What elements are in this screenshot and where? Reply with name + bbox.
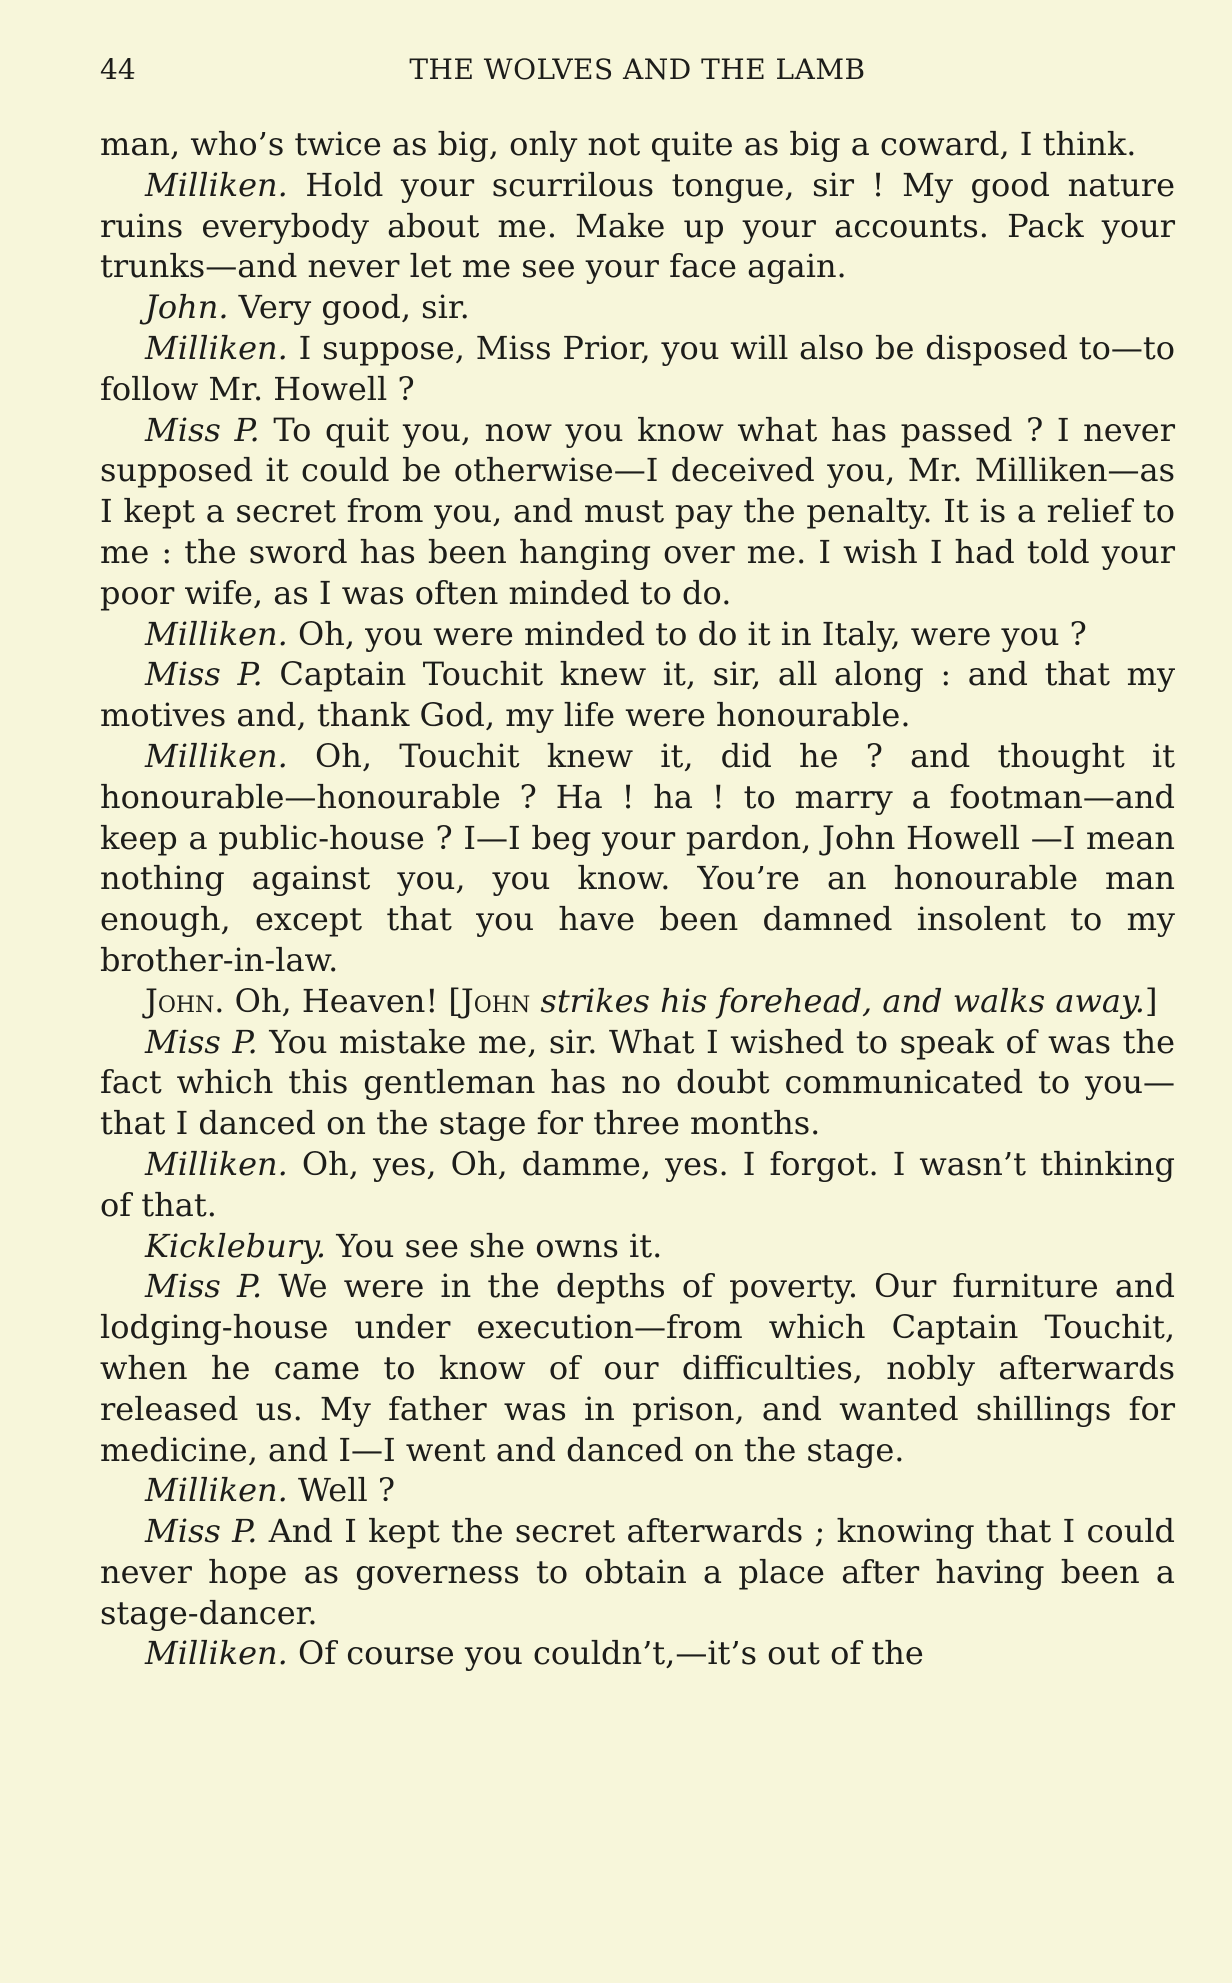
paragraph <box>100 614 1175 655</box>
paragraph <box>100 1266 1175 1470</box>
page-body <box>100 124 1175 1674</box>
dialogue-text: Captain Touchit knew it, sir, all along : and that my motives and, thank God, my life were honourable. <box>100 655 1176 735</box>
paragraph <box>100 1226 1175 1267</box>
paragraph <box>100 981 1175 1022</box>
dialogue-text: And I kept the secret afterwards ; knowing that I could never hope as governess to obtain a place after having been a stage-dancer. <box>100 1512 1176 1632</box>
dialogue-text: To quit you, now you know what has passed ? I never supposed it could be otherwise—I deceived you, Mr. Milliken—as I kept a secret from you, and must pay the penalty. It is a relief to me : the sword has been hanging over me. I wish I had told your poor wife, as I was often minded to do. <box>100 410 1176 612</box>
stage-direction <box>448 982 1157 1020</box>
paragraph <box>100 736 1175 981</box>
speaker-name: Kicklebury. <box>145 1226 327 1265</box>
stage-direction-text: strikes his forehead, and walks away. <box>540 981 1145 1020</box>
paragraph <box>100 1470 1175 1511</box>
stage-bracket-close: ] <box>1144 981 1158 1020</box>
speaker-name: Miss P. <box>145 655 263 694</box>
speaker-name: Milliken. <box>145 1144 288 1183</box>
stage-bracket-open: [ <box>448 981 461 1020</box>
dialogue-text: Oh, yes, Oh, damme, yes. I forgot. I wasn’t thinking of that. <box>100 1144 1176 1224</box>
speaker-name: Miss P. <box>145 1022 258 1061</box>
dialogue-text: Hold your scurrilous tongue, sir ! My good nature ruins everybody about me. Make up your accounts. Pack your trunks—and never let me see your face again. <box>100 165 1176 286</box>
speaker-name: Milliken. <box>145 1471 288 1510</box>
speaker-name: Milliken. <box>145 165 288 204</box>
page-number: 44 <box>100 53 136 86</box>
paragraph <box>100 328 1175 410</box>
speaker-name: Miss P. <box>145 1512 258 1551</box>
paragraph <box>100 287 1175 328</box>
paragraph <box>100 1022 1175 1144</box>
speaker-name: Milliken. <box>145 1634 288 1673</box>
dialogue-text: Oh, Heaven! <box>234 981 439 1020</box>
dialogue-text: Oh, Touchit knew it, did he ? and thought it honourable—honourable ? Ha ! ha ! to marry a footman—and keep a public-house ? I—I beg your pardon, John Howell —I mean nothing against you, you know. You’re an honourable man enough, except that you have been damned insolent to my brother-in-law. <box>100 736 1176 979</box>
dialogue-text: I suppose, Miss Prior, you will also be disposed to—to follow Mr. Howell ? <box>100 328 1176 408</box>
paragraph <box>100 1633 1175 1674</box>
paragraph <box>100 124 1175 165</box>
running-title: THE WOLVES AND THE LAMB <box>409 53 866 86</box>
dialogue-text: You see she owns it. <box>336 1226 663 1265</box>
paragraph <box>100 1144 1175 1226</box>
page-header <box>100 52 1175 92</box>
speaker-name: Miss P. <box>145 410 260 449</box>
paragraph <box>100 654 1175 736</box>
speaker-name: John. <box>145 981 225 1020</box>
dialogue-text: man, who’s twice as big, only not quite as big a coward, I think. <box>100 125 1137 163</box>
dialogue-text: Very good, sir. <box>238 288 470 327</box>
dialogue-text: Of course you couldn’t,—it’s out of the <box>297 1634 924 1673</box>
speaker-name: Milliken. <box>145 736 288 775</box>
paragraph <box>100 1511 1175 1633</box>
dialogue-text: You mistake me, sir. What I wished to speak of was the fact which this gentleman has no doubt communicated to you—that I danced on the stage for three months. <box>100 1022 1176 1143</box>
stage-character-name: John <box>460 981 531 1020</box>
speaker-name: Milliken. <box>145 614 288 653</box>
paragraph <box>100 165 1175 287</box>
speaker-name: John. <box>145 288 229 327</box>
speaker-name: Miss P. <box>145 1267 263 1306</box>
speaker-name: Milliken. <box>145 328 288 367</box>
dialogue-text: Well ? <box>297 1471 395 1510</box>
paragraph <box>100 410 1175 614</box>
dialogue-text: Oh, you were minded to do it in Italy, were you ? <box>297 614 1087 653</box>
dialogue-text: We were in the depths of poverty. Our furniture and lodging-house under execution—from which Captain Touchit, when he came to know of our difficulties, nobly afterwards released us. My father was in prison, and wanted shillings for medicine, and I—I went and danced on the stage. <box>100 1267 1176 1469</box>
